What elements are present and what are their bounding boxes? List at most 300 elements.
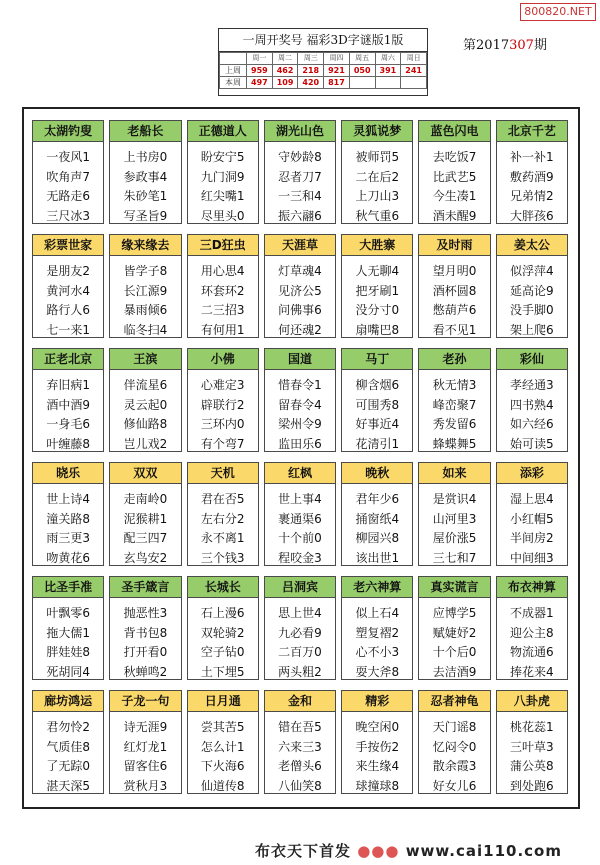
issue-number-value: 307 [509,38,534,53]
draw-number [349,77,375,89]
riddle-line: 湛天深5 [46,778,90,793]
riddle-line: 是朋友2 [46,264,90,278]
riddle-line: 赋婕妤2 [432,625,477,640]
riddle-line: 环套环2 [200,283,245,298]
card-body [265,142,335,226]
riddle-line: 应博学5 [432,606,477,620]
riddle-line: 兄弟情2 [510,189,554,203]
riddle-line: 吹角声7 [46,169,90,184]
riddle-line: 人无聊4 [355,264,400,278]
puzzle-card [418,576,490,680]
card-title: 蓝色闪电 [419,121,489,142]
riddle-line: 红尖嘴1 [200,189,245,203]
puzzle-card [264,348,336,452]
card-body [33,370,103,454]
riddle-line: 死胡同4 [46,664,90,679]
riddle-line: 始可读5 [510,436,554,451]
riddle-line: 黄河水4 [46,283,90,298]
card-title: 精彩 [342,691,412,712]
riddle-line: 柳园兴8 [355,531,400,545]
row-label: 上周 [220,65,247,77]
card-title: 双双 [110,463,180,484]
card-title: 王滨 [110,349,180,370]
puzzle-card [496,120,568,224]
card-body [419,712,489,796]
card-title: 添彩 [497,463,567,484]
puzzle-card [418,234,490,338]
riddle-line: 手按伤2 [355,739,400,754]
riddle-line: 泥猴耕1 [123,511,168,526]
day-name: 周二 [272,53,298,65]
card-body [33,712,103,796]
riddle-line: 叶飘零6 [46,606,90,620]
riddle-line: 秋无情3 [432,378,477,392]
riddle-line: 十个后0 [432,645,477,659]
card-title: 灵狐说梦 [342,121,412,142]
draw-number: 817 [324,77,350,89]
riddle-line: 屋价涨5 [432,531,477,545]
riddle-line: 扇嘴巴8 [355,322,400,337]
day-name: 周一 [247,53,273,65]
card-title: 比圣手准 [33,577,103,598]
riddle-line: 四书熟4 [510,397,554,412]
draw-number [401,77,427,89]
riddle-line: 君年少6 [355,492,400,506]
riddle-line: 似上石4 [355,606,400,620]
riddle-line: 塑复褶2 [355,625,400,640]
card-title: 晓乐 [33,463,103,484]
card-body [342,484,412,568]
riddle-line: 临冬扫4 [123,322,168,337]
riddle-line: 君勿怜2 [46,720,90,734]
footer-url: www.cai110.com [405,842,562,860]
card-title: 布衣神算 [497,577,567,598]
puzzle-card [32,234,104,338]
puzzle-card [109,120,181,224]
puzzle-card [418,120,490,224]
card-body [497,142,567,226]
puzzle-card [341,690,413,794]
riddle-line: 到处跑6 [510,778,554,793]
weekly-draw-box [218,28,428,96]
card-body [497,484,567,568]
card-title: 长城长 [188,577,258,598]
riddle-line: 有何用1 [200,322,245,337]
riddle-line: 抛恶性3 [123,606,168,620]
draw-number [375,77,401,89]
draw-number: 420 [298,77,324,89]
card-body [342,256,412,340]
riddle-line: 好女儿6 [432,778,477,793]
riddle-line: 二百万0 [278,645,322,659]
draw-number: 391 [375,65,401,77]
riddle-line: 左右分2 [200,511,245,526]
draw-number: 959 [247,65,273,77]
card-body [110,712,180,796]
footer-text: 布衣天下首发 [254,842,351,860]
card-body [188,256,258,340]
riddle-line: 写圣旨9 [123,208,168,223]
draw-number: 497 [247,77,273,89]
riddle-line: 裹通渠6 [278,511,322,526]
puzzle-card-grid [32,120,568,794]
riddle-line: 物流通6 [510,645,554,659]
card-title: 金和 [265,691,335,712]
riddle-line: 仙道传8 [200,778,245,793]
riddle-line: 二三招3 [200,303,245,317]
riddle-line: 大胖孩6 [510,208,554,223]
puzzle-card [187,576,259,680]
riddle-line: 诗无涯9 [123,720,168,734]
riddle-line: 捧花来4 [510,664,554,679]
draw-number: 241 [401,65,427,77]
riddle-line: 峰峦聚7 [432,397,477,412]
riddle-line: 耍大斧8 [355,664,400,679]
riddle-line: 参政事4 [123,169,168,184]
day-name: 周四 [324,53,350,65]
riddle-line: 捅窗纸4 [355,511,400,526]
day-names-row [220,53,427,65]
puzzle-card [32,462,104,566]
riddle-line: 梁州令9 [278,417,322,431]
puzzle-card [264,576,336,680]
riddle-line: 永不离1 [200,531,245,545]
card-title: 红枫 [265,463,335,484]
riddle-line: 九必看9 [278,625,322,640]
card-body [497,256,567,340]
riddle-line: 吻黄花6 [46,550,90,565]
riddle-line: 怎么计1 [200,739,245,754]
riddle-line: 世上事4 [278,492,322,506]
riddle-line: 打开看0 [123,645,168,659]
card-title: 正老北京 [33,349,103,370]
riddle-line: 君在否5 [200,492,245,506]
riddle-line: 不成器1 [510,606,554,620]
card-body [110,484,180,568]
puzzle-card [418,690,490,794]
riddle-line: 天门谣8 [432,720,477,734]
card-body [110,256,180,340]
card-body [497,370,567,454]
card-body [265,256,335,340]
draw-number: 050 [349,65,375,77]
card-body [188,370,258,454]
riddle-line: 思上世4 [278,606,322,620]
riddle-line: 三叶草3 [510,739,554,754]
puzzle-card [109,690,181,794]
day-name: 周六 [375,53,401,65]
puzzle-card [341,120,413,224]
footer-credit [0,840,600,862]
footer-dots: ●●● [357,842,400,860]
riddle-line: 尽里头0 [200,208,245,223]
riddle-line: 灯草魂4 [278,264,322,278]
card-title: 三D狂虫 [188,235,258,256]
riddle-line: 一三和4 [278,189,322,203]
riddle-line: 比武艺5 [432,169,477,184]
riddle-line: 延高论9 [510,283,554,298]
draw-number: 462 [272,65,298,77]
riddle-line: 忆闷令0 [432,739,477,754]
card-title: 吕洞宾 [265,577,335,598]
riddle-line: 没手脚0 [510,303,554,317]
riddle-line: 九门洞9 [200,169,245,184]
puzzle-card [109,576,181,680]
riddle-line: 石上漫6 [200,606,245,620]
riddle-line: 晚空闲0 [355,720,400,734]
this-week-row [220,77,427,89]
puzzle-card [187,120,259,224]
card-title: 马丁 [342,349,412,370]
riddle-line: 气质佳8 [46,739,90,754]
riddle-line: 拖大儒1 [46,625,90,640]
riddle-line: 盼安宁5 [200,150,245,164]
riddle-line: 酒未醒9 [432,208,477,223]
puzzle-card [341,576,413,680]
card-body [497,712,567,796]
card-title: 如来 [419,463,489,484]
weekly-draw-title: 一周开奖号 福彩3D字谜版1版 [219,29,427,52]
riddle-line: 红灯龙1 [123,739,168,754]
riddle-line: 补一补1 [510,150,554,164]
card-title: 彩票世家 [33,235,103,256]
riddle-line: 如六经6 [510,417,554,431]
riddle-line: 三环内0 [200,417,245,431]
riddle-line: 望月明0 [432,264,477,278]
riddle-line: 半间房2 [510,531,554,545]
riddle-line: 忍者刀7 [278,169,322,184]
riddle-line: 秋蝉鸣2 [123,664,168,679]
riddle-line: 灵云起0 [123,397,168,412]
riddle-line: 秋气重6 [355,208,400,223]
riddle-line: 皆学子8 [123,264,168,278]
puzzle-card [187,348,259,452]
puzzle-card [264,462,336,566]
card-title: 圣手箴言 [110,577,180,598]
riddle-line: 上书房0 [123,150,168,164]
card-title: 老船长 [110,121,180,142]
puzzle-card [341,348,413,452]
riddle-line: 修仙路8 [123,417,168,431]
card-title: 小佛 [188,349,258,370]
riddle-line: 雨三更3 [46,531,90,545]
card-title: 太湖钓叟 [33,121,103,142]
card-body [188,712,258,796]
day-name: 周日 [401,53,427,65]
puzzle-card [32,690,104,794]
card-body [419,142,489,226]
puzzle-card [109,462,181,566]
riddle-line: 老僧头6 [278,759,322,773]
card-title: 廊坊鸿运 [33,691,103,712]
riddle-line: 心难定3 [200,378,245,392]
riddle-line: 留春令4 [278,397,322,412]
riddle-line: 世上诗4 [46,492,90,506]
riddle-line: 潼关路8 [46,511,90,526]
card-body [110,370,180,454]
riddle-line: 蜂蝶舞5 [432,436,477,451]
card-body [342,598,412,682]
card-body [265,598,335,682]
puzzle-card [264,690,336,794]
card-body [110,598,180,682]
riddle-line: 弃旧病1 [46,378,90,392]
puzzle-card [496,234,568,338]
riddle-line: 十个前0 [278,531,322,545]
puzzle-card [496,462,568,566]
riddle-line: 小红帽5 [510,511,554,526]
riddle-line: 三个钱3 [200,550,245,565]
puzzle-card [32,348,104,452]
riddle-line: 酒中酒9 [46,397,90,412]
riddle-line: 守妙龄8 [278,150,322,164]
card-title: 日月通 [188,691,258,712]
riddle-line: 见济公5 [278,283,322,298]
card-title: 北京千艺 [497,121,567,142]
riddle-line: 辟联行2 [200,397,245,412]
riddle-line: 桃花蕊1 [510,720,554,734]
last-week-row [220,65,427,77]
card-body [265,484,335,568]
day-name: 周五 [349,53,375,65]
riddle-line: 尝其苦5 [200,720,245,734]
riddle-line: 山河里3 [432,511,477,526]
riddle-line: 上刀山3 [355,189,400,203]
corner-cell [220,53,247,65]
card-title: 正德道人 [188,121,258,142]
riddle-line: 问佛事6 [278,303,322,317]
riddle-line: 架上爬6 [510,322,554,337]
riddle-line: 去吃饭7 [432,150,477,164]
card-body [33,484,103,568]
riddle-line: 被师罚5 [355,150,400,164]
riddle-line: 三七和7 [432,550,477,565]
puzzle-card [496,576,568,680]
riddle-line: 柳含烟6 [355,378,400,392]
puzzle-card [341,234,413,338]
card-body [110,142,180,226]
riddle-line: 下火海6 [200,759,245,773]
card-body [419,256,489,340]
issue-prefix: 第2017 [463,38,510,53]
riddle-line: 可围秀8 [355,397,400,412]
riddle-line: 配三四7 [123,531,168,545]
riddle-line: 中间细3 [510,550,554,565]
puzzle-card [264,234,336,338]
card-body [33,142,103,226]
riddle-line: 双轮骑2 [200,625,245,640]
riddle-line: 背书包8 [123,625,168,640]
riddle-line: 胖娃娃8 [46,645,90,659]
riddle-line: 似浮萍4 [510,264,554,278]
puzzle-card [109,348,181,452]
riddle-line: 该出世1 [355,550,400,565]
riddle-line: 好事近4 [355,417,400,431]
riddle-line: 有个弯7 [200,436,245,451]
riddle-line: 土下埋5 [200,664,245,679]
puzzle-card [187,234,259,338]
riddle-line: 酒杯圆8 [432,283,477,298]
draw-number: 218 [298,65,324,77]
riddle-line: 二在后2 [355,169,400,184]
riddle-line: 迎公主8 [510,625,554,640]
card-body [497,598,567,682]
riddle-line: 湿上思4 [510,492,554,506]
card-body [265,370,335,454]
card-title: 晚秋 [342,463,412,484]
riddle-line: 用心思4 [200,264,245,278]
riddle-line: 玄鸟安2 [123,550,168,565]
issue-suffix: 期 [533,38,547,53]
draw-number: 109 [272,77,298,89]
riddle-line: 来生缘4 [355,759,400,773]
card-body [419,598,489,682]
day-name: 周三 [298,53,324,65]
card-title: 天涯草 [265,235,335,256]
riddle-line: 伴流星6 [123,378,168,392]
riddle-line: 赏秋月3 [123,778,168,793]
riddle-line: 程咬金3 [278,550,322,565]
riddle-line: 三尺冰3 [46,208,90,223]
puzzle-card [496,690,568,794]
riddle-line: 是赏识4 [432,492,477,506]
card-title: 湖光山色 [265,121,335,142]
card-title: 老六神算 [342,577,412,598]
draw-table [219,52,427,89]
riddle-line: 蒲公英8 [510,759,554,773]
card-title: 及时雨 [419,235,489,256]
puzzle-card [32,576,104,680]
card-title: 姜太公 [497,235,567,256]
puzzle-card [341,462,413,566]
riddle-line: 憋葫芦6 [432,303,477,317]
riddle-line: 敷药酒9 [510,169,554,184]
card-title: 真实谎言 [419,577,489,598]
riddle-line: 错在吾5 [278,720,322,734]
riddle-line: 暴雨倾6 [123,303,168,317]
card-body [342,370,412,454]
riddle-line: 惜春令1 [278,378,322,392]
card-body [188,142,258,226]
riddle-line: 秀发留6 [432,417,477,431]
puzzle-card [187,462,259,566]
riddle-line: 振六翮6 [278,208,322,223]
riddle-line: 叶缠藤8 [46,436,90,451]
card-title: 缘来缘去 [110,235,180,256]
riddle-line: 球撞球8 [355,778,400,793]
riddle-line: 了无踪0 [46,759,90,773]
card-body [419,370,489,454]
riddle-line: 一夜风1 [46,150,90,164]
site-watermark: 800820.NET [520,3,596,21]
puzzle-card [418,348,490,452]
card-body [265,712,335,796]
riddle-line: 散余霞3 [432,759,477,773]
puzzle-card [496,348,568,452]
riddle-line: 孝经通3 [510,378,554,392]
riddle-line: 走南岭0 [123,492,168,506]
card-body [419,484,489,568]
riddle-line: 无路走6 [46,189,90,203]
card-body [33,256,103,340]
card-body [188,598,258,682]
riddle-line: 今生凑1 [432,189,477,203]
card-title: 忍者神龟 [419,691,489,712]
riddle-line: 监田乐6 [278,436,322,451]
card-title: 大胜寨 [342,235,412,256]
riddle-line: 长江源9 [123,283,168,298]
riddle-line: 一身毛6 [46,417,90,431]
